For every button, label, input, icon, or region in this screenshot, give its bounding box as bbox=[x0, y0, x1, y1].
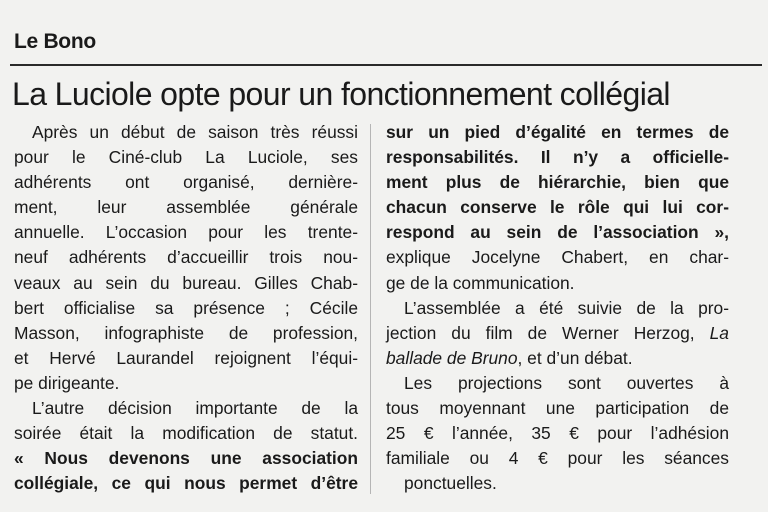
body-line: L’assemblée a été suivie de la pro- bbox=[404, 297, 729, 318]
body-line: ment plus de hiérarchie, bien que bbox=[386, 172, 729, 193]
body-line: Après un début de saison très réussi bbox=[32, 122, 358, 142]
body-line: adhérents ont organisé, dernière- bbox=[14, 172, 358, 193]
header-rule bbox=[10, 64, 762, 66]
film-title: ballade de Bruno bbox=[386, 347, 518, 368]
body-line: soirée était la modification de statut. bbox=[14, 423, 358, 444]
body-line: responsabilités. Il n’y a officielle- bbox=[386, 147, 729, 168]
body-text: jection du film de Werner Herzog, bbox=[386, 322, 695, 343]
body-line: 25 € l’année, 35 € pour l’adhésion bbox=[386, 423, 729, 444]
body-line: veaux au sein du bureau. Gilles Chab- bbox=[14, 272, 358, 293]
body-line: et Hervé Laurandel rejoignent l’équi- bbox=[14, 347, 358, 368]
body-line: « Nous devenons une association bbox=[14, 448, 358, 469]
article-headline: La Luciole opte pour un fonctionnement collégial bbox=[12, 76, 670, 112]
column-divider bbox=[370, 124, 371, 494]
body-line: Masson, infographiste de profession, bbox=[14, 322, 358, 343]
body-line: bert officialise sa présence ; Cécile bbox=[14, 297, 358, 318]
body-line: explique Jocelyne Chabert, en char- bbox=[386, 247, 729, 268]
body-line: L’autre décision importante de la bbox=[32, 398, 358, 419]
article-body-right bbox=[386, 120, 729, 496]
body-line: annuelle. L’occasion pour les trente- bbox=[14, 222, 358, 243]
body-text: , et d’un débat. bbox=[517, 347, 633, 368]
body-line: neuf adhérents d’accueillir trois nou- bbox=[14, 247, 358, 268]
body-line: collégiale, ce qui nous permet d’être bbox=[14, 473, 358, 494]
body-line: Les projections sont ouvertes à bbox=[404, 372, 729, 393]
film-title: La bbox=[709, 322, 729, 343]
body-line: respond au sein de l’association », bbox=[386, 222, 729, 243]
body-line: chacun conserve le rôle qui lui cor- bbox=[386, 197, 729, 218]
body-line: sur un pied d’égalité en termes de bbox=[386, 122, 729, 142]
body-line: tous moyennant une participation de bbox=[386, 398, 729, 419]
body-line: ment, leur assemblée générale bbox=[14, 197, 358, 218]
body-line: pour le Ciné-club La Luciole, ses bbox=[14, 147, 358, 168]
body-line bbox=[386, 346, 729, 371]
article-body-left bbox=[14, 120, 358, 496]
body-line bbox=[386, 321, 729, 346]
body-line: familiale ou 4 € pour les séances bbox=[386, 448, 729, 469]
location-label: Le Bono bbox=[14, 30, 96, 53]
body-line: ponctuelles. bbox=[404, 473, 497, 494]
body-line: ge de la communication. bbox=[386, 272, 575, 293]
body-line: pe dirigeante. bbox=[14, 372, 120, 393]
